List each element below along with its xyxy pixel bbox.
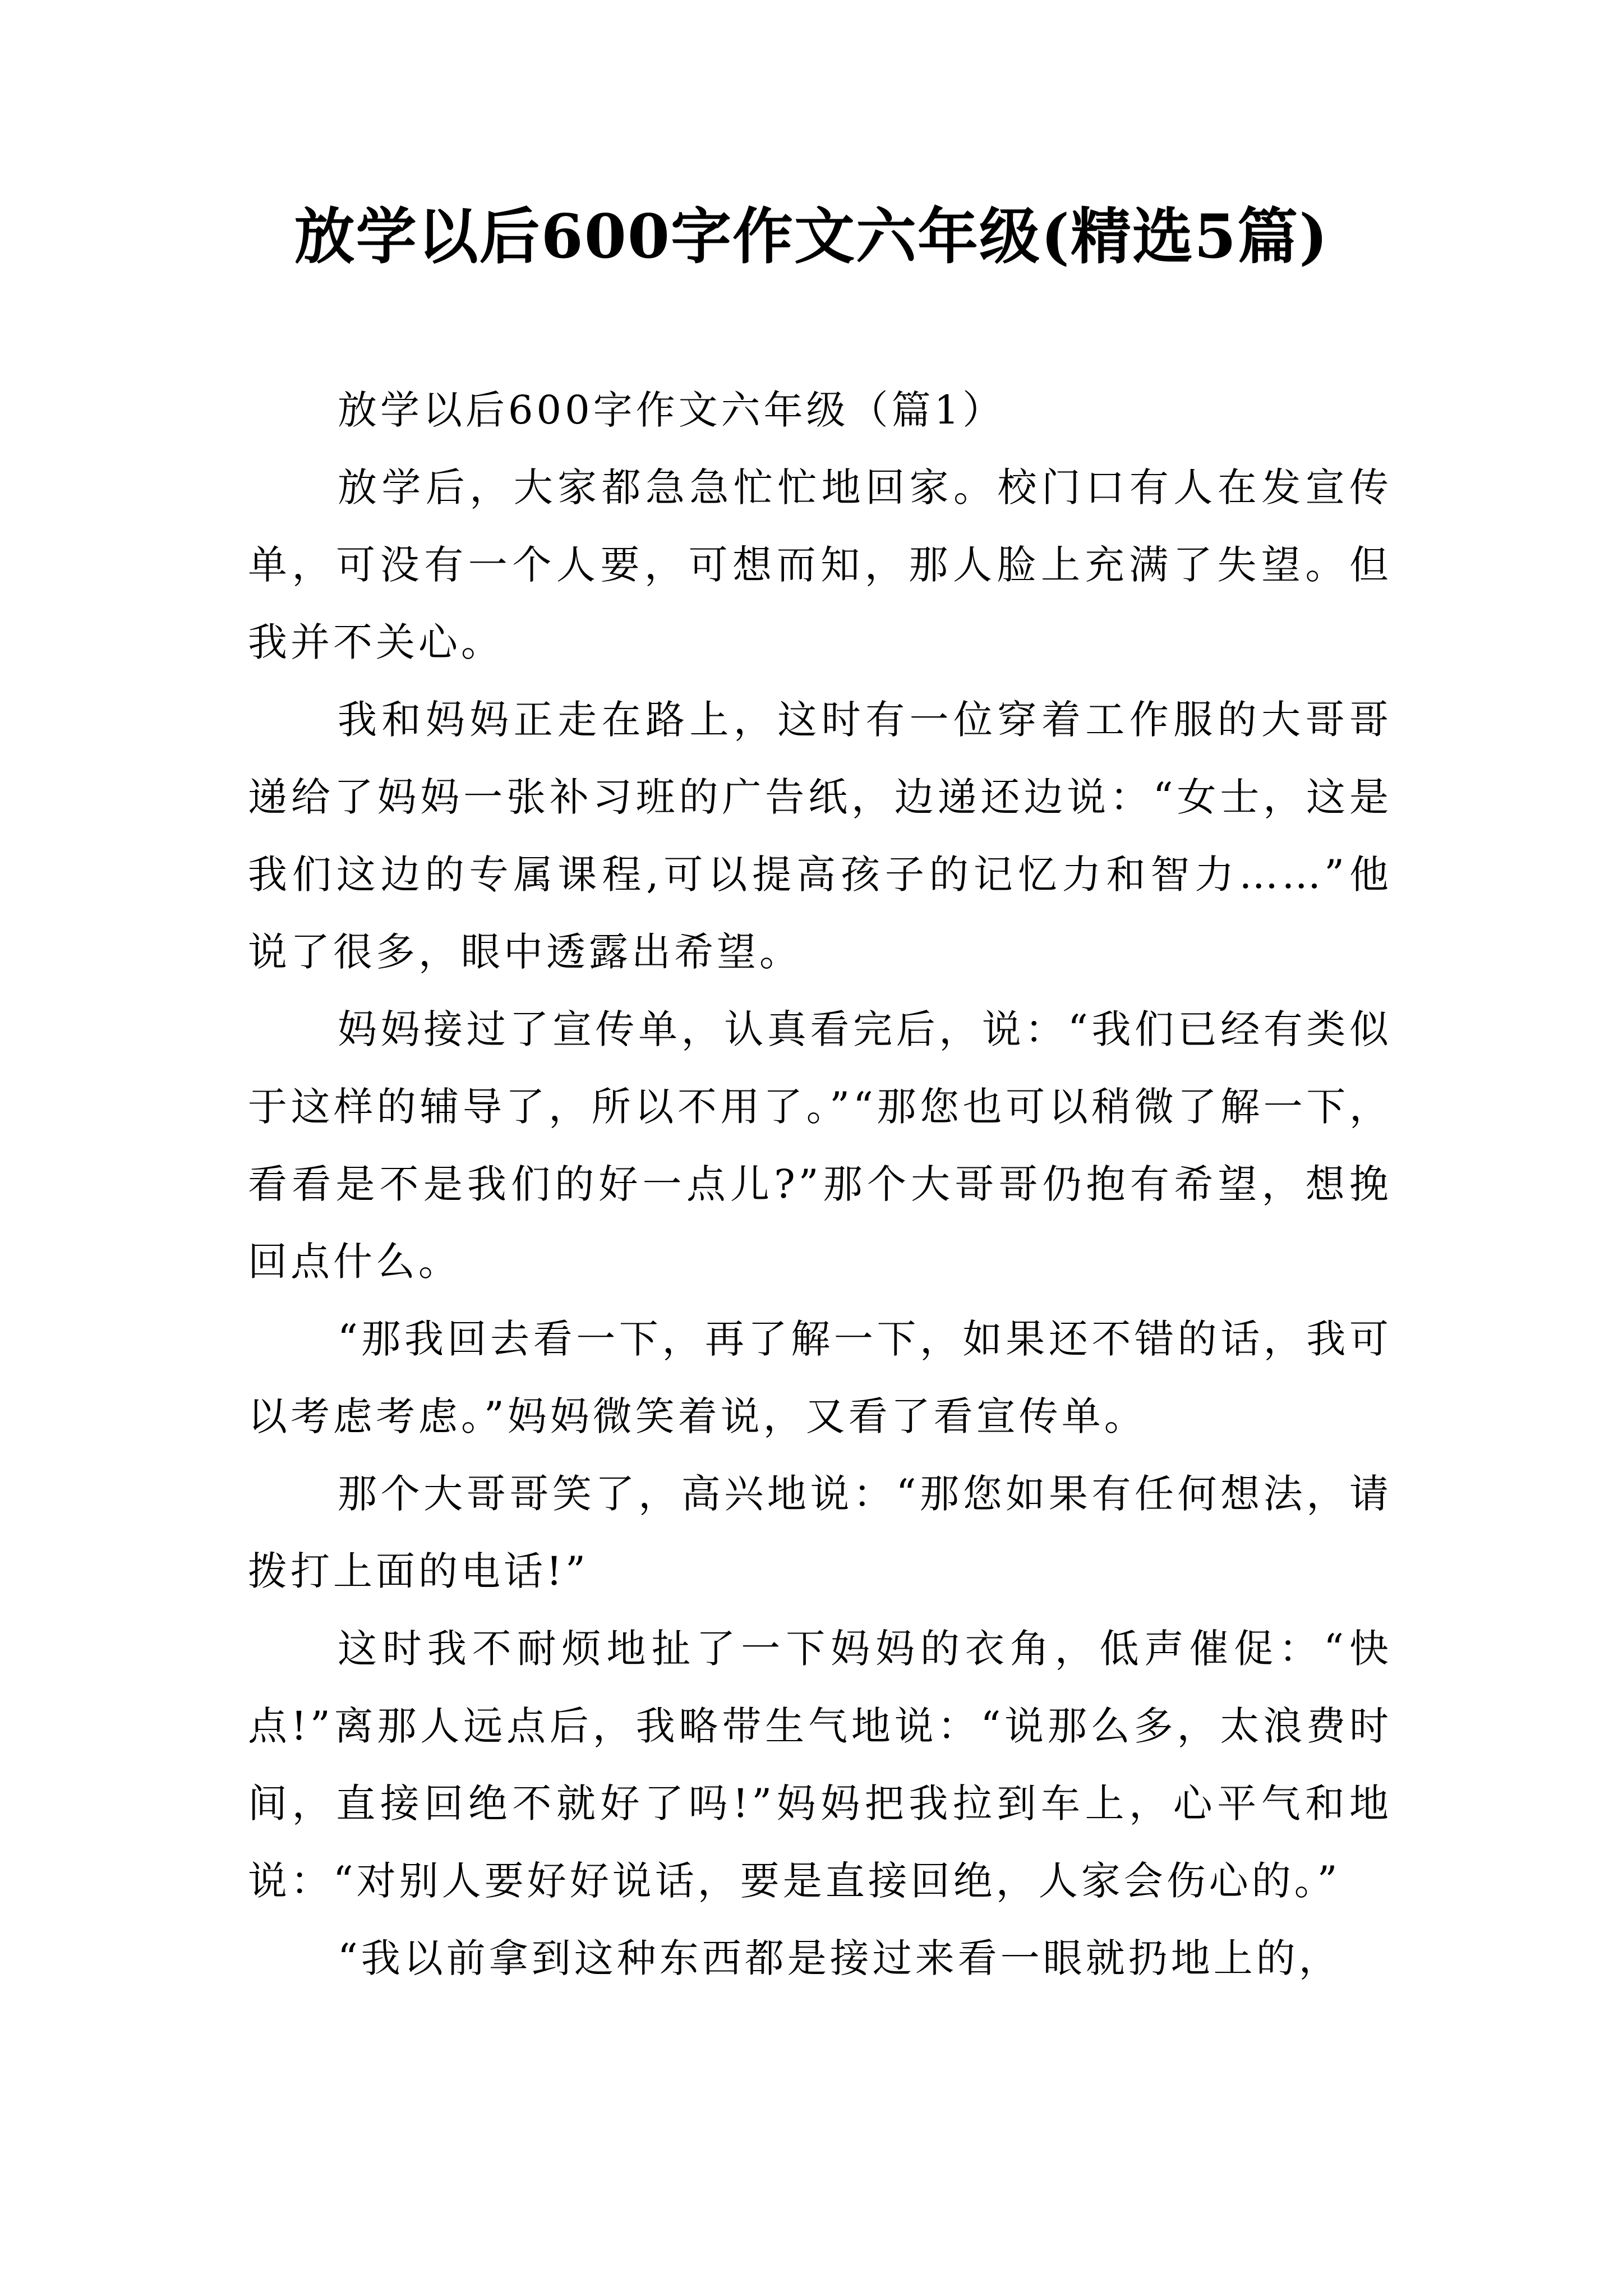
document-title: 放学以后600字作文六年级(精选5篇): [294, 201, 1329, 272]
paragraph: 妈妈接过了宣传单，认真看完后，说：“我们已经有类似于这样的辅导了，所以不用了。”“那您也可以稍微了解一下，看看是不是我们的好一点儿?”那个大哥哥仍抱有希望，想挽回点什么。: [248, 1006, 1392, 1285]
paragraph: 我和妈妈正走在路上，这时有一位穿着工作服的大哥哥递给了妈妈一张补习班的广告纸，边递还边说：“女士，这是我们这边的专属课程,可以提高孩子的记忆力和智力……”他说了很多，眼中透露出希望。: [248, 697, 1392, 975]
paragraph: “那我回去看一下，再了解一下，如果还不错的话，我可以考虑考虑。”妈妈微笑着说，又看了看宣传单。: [248, 1316, 1392, 1439]
paragraph: “我以前拿到这种东西都是接过来看一眼就扔地上的，: [338, 1935, 1341, 1981]
paragraph: 那个大哥哥笑了，高兴地说：“那您如果有任何想法，请拨打上面的电话!”: [248, 1471, 1392, 1594]
paragraph: 这时我不耐烦地扯了一下妈妈的衣角，低声催促：“快点!”离那人远点后，我略带生气地说：“说那么多，太浪费时间，直接回绝不就好了吗!”妈妈把我拉到车上，心平气和地说：“对别人要好好说话，要是直接回绝，人家会伤心的。”: [248, 1626, 1392, 1904]
document-body: [248, 371, 1392, 1997]
paragraph: 放学后，大家都急急忙忙地回家。校门口有人在发宣传单，可没有一个人要，可想而知，那人脸上充满了失望。但我并不关心。: [248, 464, 1392, 665]
section-heading: 放学以后600字作文六年级（篇1）: [338, 387, 1006, 433]
